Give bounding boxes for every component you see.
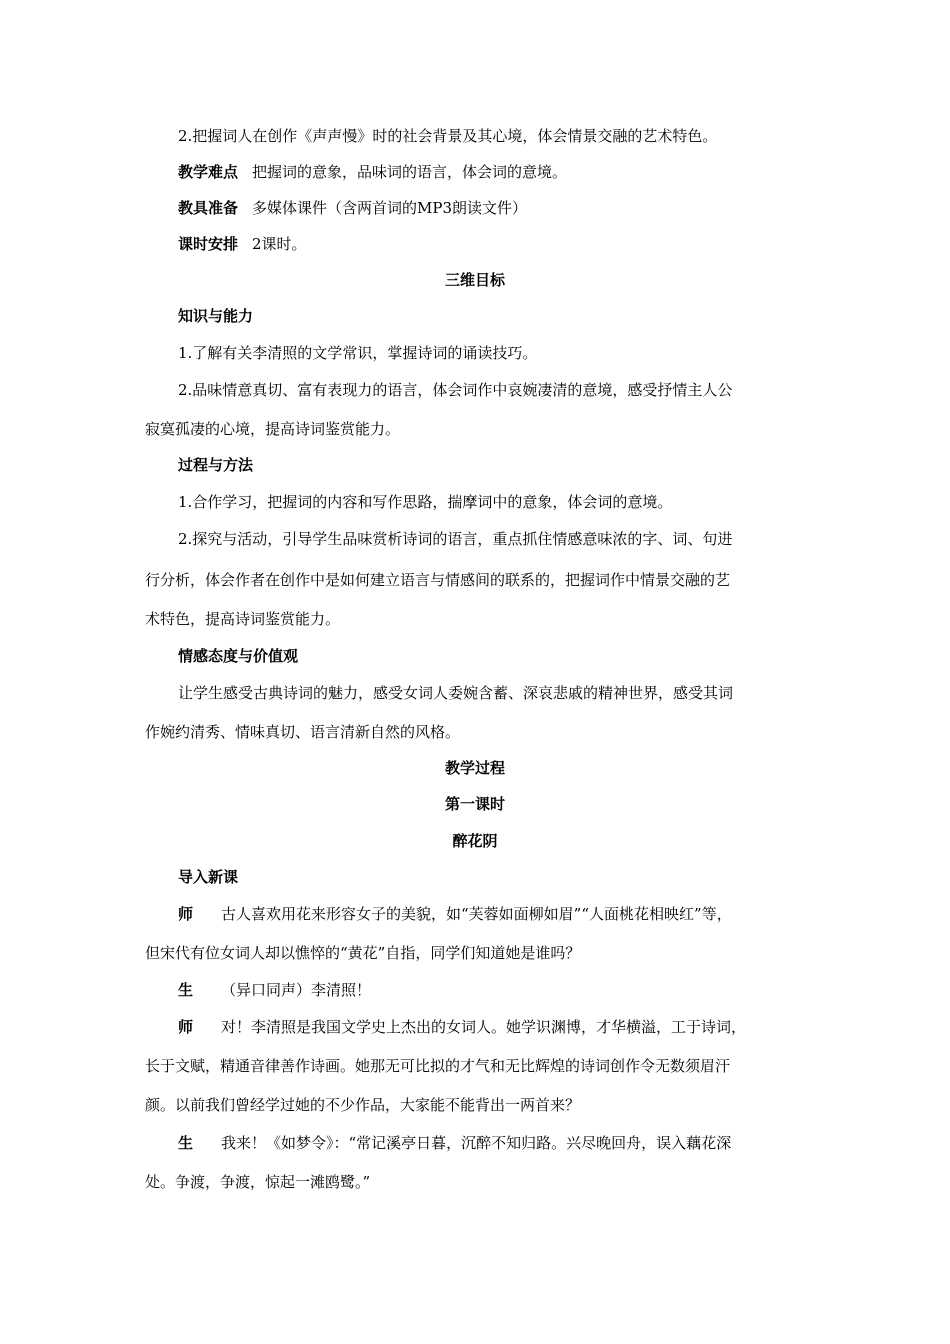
process-2b: 行分析，体会作者在创作中是如何建立语言与情感间的联系的，把握词作中情景交融的艺 bbox=[145, 571, 731, 589]
prep-line bbox=[0, 198, 950, 218]
dialogue-1a bbox=[0, 904, 950, 924]
label: 课时安排 bbox=[178, 235, 239, 253]
difficulty-line bbox=[0, 162, 950, 182]
process-heading: 过程与方法 bbox=[178, 456, 254, 474]
dialogue-2 bbox=[0, 980, 950, 1000]
dialogue-3b: 长于文赋，精通音律善作诗画。她那无可比拟的才气和无比辉煌的诗词创作令无数须眉汗 bbox=[145, 1057, 731, 1075]
text: 古人喜欢用花来形容女子的美貌，如“芙蓉如面柳如眉”“人面桃花相映红”等， bbox=[221, 905, 732, 923]
speaker-label: 生 bbox=[178, 1134, 194, 1152]
emotion-heading: 情感态度与价值观 bbox=[178, 647, 299, 665]
teaching-process-heading: 教学过程 bbox=[444, 759, 505, 777]
dialogue-1b: 但宋代有位女词人却以憔悴的“黄花”自指，同学们知道她是谁吗？ bbox=[145, 944, 581, 962]
emotion-1a: 让学生感受古典诗词的魅力，感受女词人委婉含蓄、深哀悲戚的精神世界，感受其词 bbox=[178, 684, 734, 702]
process-2c: 术特色，提高诗词鉴赏能力。 bbox=[145, 610, 341, 628]
dialogue-3c: 颜。以前我们曾经学过她的不少作品，大家能不能背出一两首来？ bbox=[145, 1096, 581, 1114]
label: 教具准备 bbox=[178, 199, 239, 217]
speaker-label: 师 bbox=[178, 1018, 194, 1036]
text: 2课时。 bbox=[252, 235, 307, 253]
speaker-label: 师 bbox=[178, 905, 194, 923]
knowledge-2a: 2.品味情意真切、富有表现力的语言，体会词作中哀婉凄清的意境，感受抒情主人公 bbox=[178, 381, 733, 399]
dialogue-3a bbox=[0, 1017, 950, 1037]
text: 我来！《如梦令》：“常记溪亭日暮，沉醉不知归路。兴尽晚回舟，误入藕花深 bbox=[221, 1134, 732, 1152]
dialogue-4a bbox=[0, 1133, 950, 1153]
poem-title: 醉花阴 bbox=[452, 832, 498, 850]
text: （异口同声）李清照！ bbox=[221, 981, 372, 999]
process-1: 1.合作学习，把握词的内容和写作思路，揣摩词中的意象，体会词的意境。 bbox=[178, 493, 673, 511]
objective-2-line bbox=[0, 126, 950, 146]
knowledge-2b: 寂寞孤凄的心境，提高诗词鉴赏能力。 bbox=[145, 420, 401, 438]
dialogue-4b: 处。争渡，争渡，惊起一滩鸥鹭。” bbox=[145, 1173, 371, 1191]
three-goals-heading: 三维目标 bbox=[444, 271, 505, 289]
text: 多媒体课件（含两首词的MP3朗读文件） bbox=[252, 199, 528, 217]
intro-heading: 导入新课 bbox=[178, 868, 239, 886]
emotion-1b: 作婉约清秀、情味真切、语言清新自然的风格。 bbox=[145, 723, 461, 741]
speaker-label: 生 bbox=[178, 981, 194, 999]
knowledge-1: 1.了解有关李清照的文学常识，掌握诗词的诵读技巧。 bbox=[178, 344, 538, 362]
process-2a: 2.探究与活动，引导学生品味赏析诗词的语言，重点抓住情感意味浓的字、词、句进 bbox=[178, 530, 733, 548]
knowledge-heading: 知识与能力 bbox=[178, 307, 254, 325]
schedule-line bbox=[0, 234, 950, 254]
label: 教学难点 bbox=[178, 163, 239, 181]
text: 对！李清照是我国文学史上杰出的女词人。她学识渊博，才华横溢，工于诗词， bbox=[221, 1018, 747, 1036]
text: 2.把握词人在创作《声声慢》时的社会背景及其心境，体会情景交融的艺术特色。 bbox=[178, 127, 718, 145]
text: 把握词的意象，品味词的语言，体会词的意境。 bbox=[252, 163, 568, 181]
first-lesson-heading: 第一课时 bbox=[444, 795, 505, 813]
